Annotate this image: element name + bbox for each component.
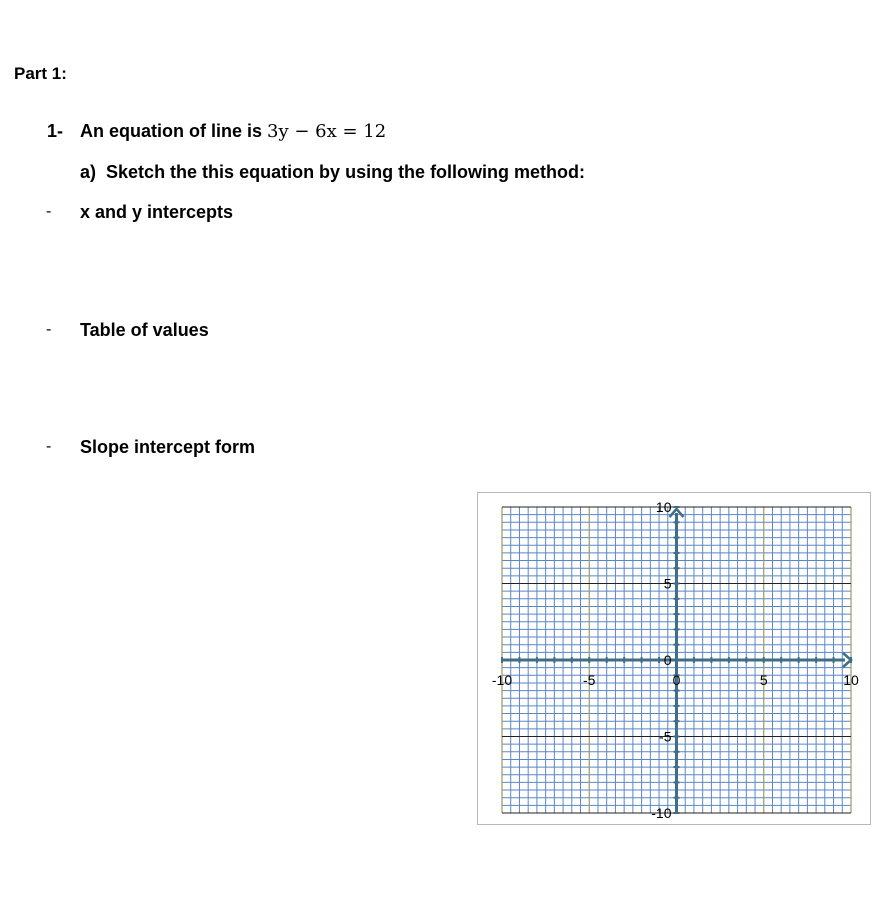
x-tick-label: -5 [583, 672, 596, 688]
x-tick-label: 5 [759, 672, 768, 688]
graph-frame [477, 492, 871, 825]
equation: 3y − 6x = 12 [267, 121, 387, 142]
method-intercepts: x and y intercepts [80, 202, 234, 222]
y-tick-label: 5 [663, 575, 672, 592]
method-dash: - [46, 321, 52, 338]
question-text [80, 121, 386, 142]
question-number: 1- [47, 121, 64, 141]
sub-question [80, 162, 585, 183]
y-tick-label: -5 [659, 728, 672, 745]
x-tick-label: 0 [672, 672, 681, 688]
question-prefix: An equation of line is [80, 121, 268, 141]
sub-question-text: Sketch the this equation by using the following method: [106, 162, 586, 182]
part-title: Part 1: [14, 64, 67, 83]
method-slope-intercept: Slope intercept form [80, 437, 256, 457]
x-tick-label: -10 [491, 672, 513, 688]
y-tick-label: 10 [655, 499, 672, 515]
coordinate-grid [478, 493, 870, 824]
method-dash: - [46, 203, 52, 220]
y-tick-label: -10 [651, 805, 672, 821]
y-tick-label: 0 [663, 652, 672, 668]
x-tick-label: 10 [843, 672, 859, 688]
method-dash: - [46, 438, 52, 455]
sub-question-label: a) [80, 162, 97, 182]
method-table-of-values: Table of values [80, 320, 209, 340]
